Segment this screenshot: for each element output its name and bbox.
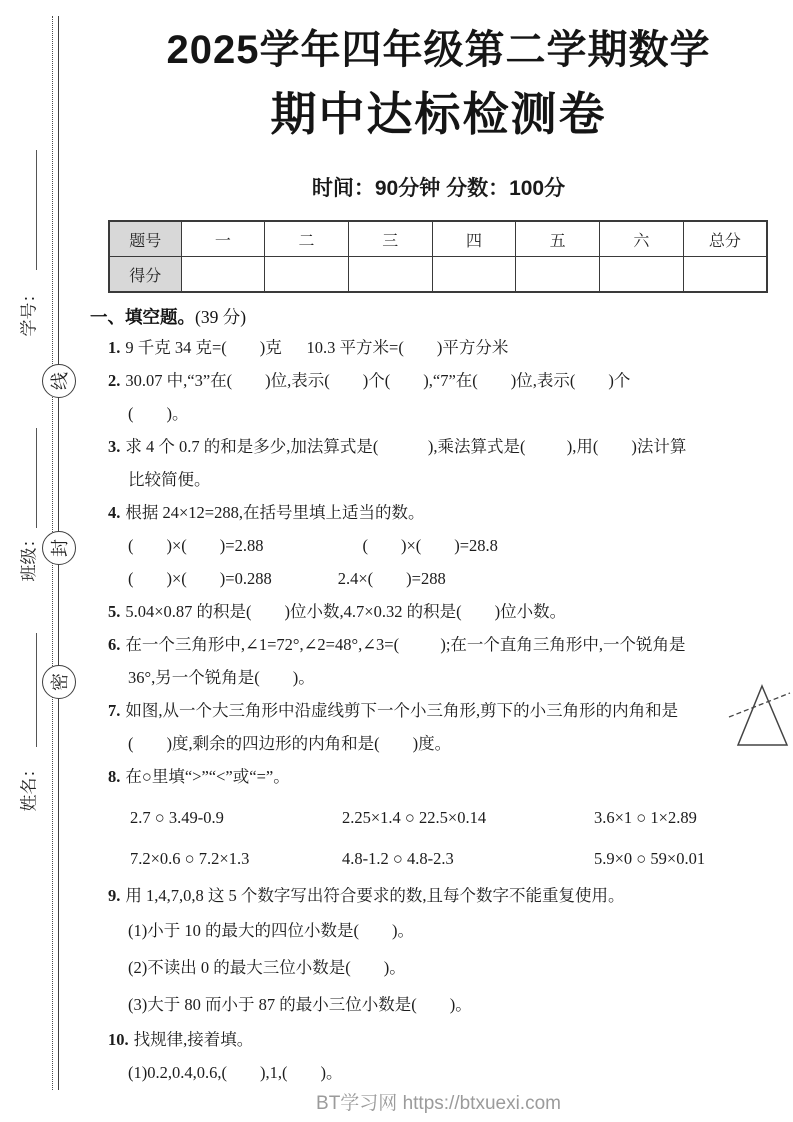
section-heading-title: 一、填空题。 (90, 307, 195, 327)
score-cell (265, 257, 349, 293)
question-text: ( )度,剩余的四边形的内角和是( )度。 (128, 734, 452, 753)
question-text: 在一个三角形中,∠1=72°,∠2=48°,∠3=( );在一个直角三角形中,一个锐角是 (125, 635, 686, 654)
score-header-cell: 二 (265, 221, 349, 257)
question-text: 在○里填“>”“<”或“=”。 (125, 767, 290, 786)
score-table-header-row (109, 221, 767, 257)
question-text: 用 1,4,7,0,8 这 5 个数字写出符合要求的数,且每个数字不能重复使用。 (125, 886, 625, 905)
question-text: 求 4 个 0.7 的和是多少,加法算式是( ),乘法算式是( ),用( )法计算 (125, 437, 687, 456)
question-number: 9. (108, 886, 121, 905)
question-1 (90, 331, 787, 364)
score-header-cell: 一 (181, 221, 265, 257)
score-cell (683, 257, 767, 293)
triangle-figure (727, 680, 791, 750)
score-cell (432, 257, 516, 293)
seal-char-secret: 密 (50, 673, 70, 691)
question-number: 2. (108, 371, 121, 390)
question-number: 8. (108, 767, 121, 786)
page-title: 2025学年四年级第二学期数学 (166, 28, 711, 72)
score-cell (348, 257, 432, 293)
comparison-item: 7.2×0.6 ○ 7.2×1.3 (130, 849, 250, 868)
question-number: 10. (108, 1030, 129, 1049)
question-equation-line: ( )×( )=0.288 2.4×( )=288 (128, 569, 446, 588)
question-text: 如图,从一个大三角形中沿虚线剪下一个小三角形,剪下的小三角形的内角和是 (125, 701, 679, 720)
exam-paper (90, 0, 787, 1117)
dashed-cut-line (729, 693, 790, 717)
question-number: 1. (108, 338, 121, 357)
class-label: 班级： (19, 530, 39, 582)
student-no-blank-line (36, 150, 37, 270)
question-number: 4. (108, 503, 121, 522)
question-text: ( )。 (128, 404, 189, 423)
comparison-row (108, 801, 787, 834)
comparison-item: 4.8-1.2 ○ 4.8-2.3 (342, 849, 454, 868)
question-8 (90, 760, 787, 875)
comparison-item: 3.6×1 ○ 1×2.89 (594, 808, 697, 827)
seal-char-seal-circle (42, 531, 76, 565)
question-6 (90, 628, 787, 694)
name-blank-line (36, 633, 37, 747)
question-10 (90, 1023, 787, 1089)
score-cell (600, 257, 684, 293)
question-text: 30.07 中,“3”在( )位,表示( )个( ),“7”在( )位,表示( )个 (125, 371, 631, 390)
seal-char-seal: 封 (50, 539, 70, 557)
question-text: 9 千克 34 克=( )克 10.3 平方米=( )平方分米 (125, 338, 509, 357)
question-text: 根据 24×12=288,在括号里填上适当的数。 (125, 503, 425, 522)
question-text: 找规律,接着填。 (133, 1030, 254, 1049)
seal-char-line-circle (42, 364, 76, 398)
score-table (108, 220, 768, 293)
score-table-score-row (109, 257, 767, 293)
question-5 (90, 595, 787, 628)
question-subitem: (1)0.2,0.4,0.6,( ),1,( )。 (128, 1063, 343, 1082)
question-text: 36°,另一个锐角是( )。 (128, 668, 315, 687)
score-header-cell: 题号 (109, 221, 181, 257)
question-4 (90, 496, 787, 595)
question-subitem: (2)不读出 0 的最大三位小数是( )。 (128, 958, 406, 977)
question-number: 5. (108, 602, 121, 621)
score-cell (516, 257, 600, 293)
seal-char-line: 线 (50, 372, 70, 390)
score-header-cell: 三 (348, 221, 432, 257)
name-label: 姓名： (19, 760, 39, 812)
score-label-cell: 得分 (109, 257, 181, 293)
comparison-item: 2.25×1.4 ○ 22.5×0.14 (342, 808, 487, 827)
question-text: 比较简便。 (128, 470, 211, 489)
score-header-cell: 六 (600, 221, 684, 257)
comparison-row (108, 842, 787, 875)
seal-char-secret-circle (42, 665, 76, 699)
comparison-item: 2.7 ○ 3.49-0.9 (130, 808, 224, 827)
question-equation-line: ( )×( )=2.88 ( )×( )=28.8 (128, 536, 498, 555)
score-header-cell: 四 (432, 221, 516, 257)
watermark-footer: BT学习网 https://btxuexi.com (316, 1093, 561, 1114)
question-7 (90, 694, 787, 760)
question-text: 5.04×0.87 的积是( )位小数,4.7×0.32 的积是( )位小数。 (125, 602, 567, 621)
question-3 (90, 430, 787, 496)
exam-meta: 时间：90分钟 分数：100分 (311, 177, 566, 200)
class-blank-line (36, 428, 37, 528)
student-no-label: 学号： (19, 285, 39, 337)
score-cell (181, 257, 265, 293)
question-subitem: (3)大于 80 而小于 87 的最小三位小数是( )。 (128, 995, 472, 1014)
question-number: 6. (108, 635, 121, 654)
triangle-outline (738, 686, 787, 745)
question-number: 7. (108, 701, 121, 720)
question-2 (90, 364, 787, 430)
comparison-item: 5.9×0 ○ 59×0.01 (594, 849, 706, 868)
section-heading (90, 303, 787, 331)
score-header-cell: 总分 (683, 221, 767, 257)
question-9 (90, 879, 787, 1023)
score-header-cell: 五 (516, 221, 600, 257)
page-subtitle: 期中达标检测卷 (270, 88, 607, 140)
question-subitem: (1)小于 10 的最大的四位小数是( )。 (128, 921, 414, 940)
section-heading-score: (39 分) (195, 307, 247, 327)
question-number: 3. (108, 437, 121, 456)
